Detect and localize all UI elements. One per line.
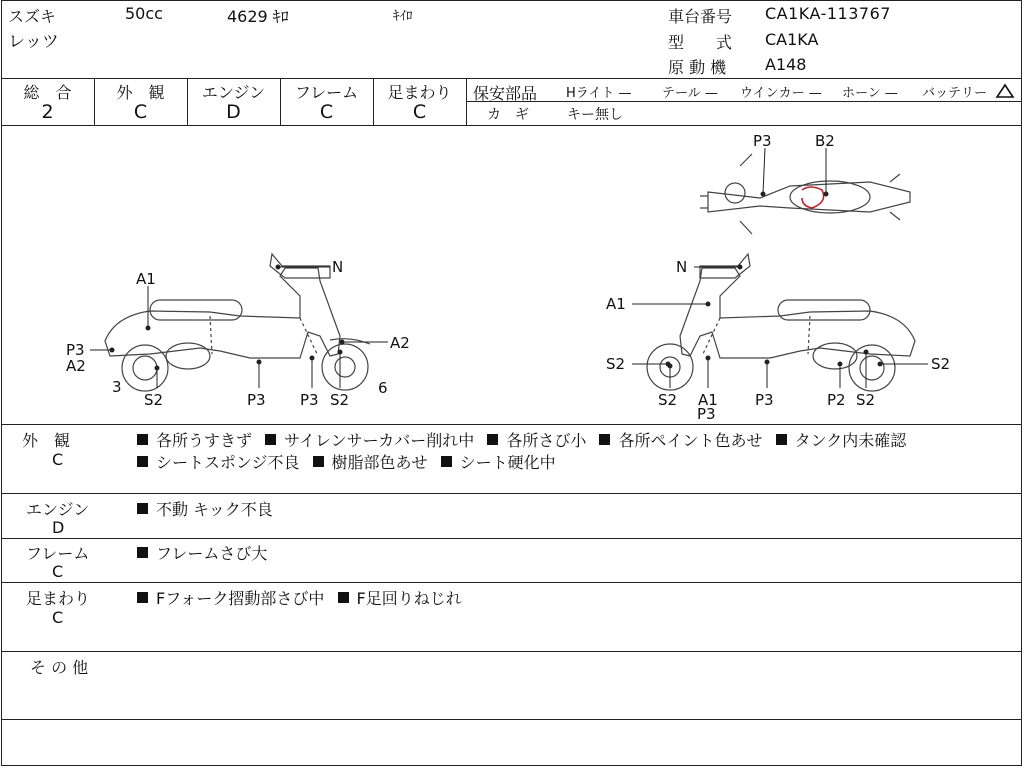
remark: シート硬化中 (459, 453, 556, 472)
label-right-A1: A1 (606, 295, 626, 313)
bullet-square-icon (137, 547, 148, 558)
bullet-square-icon (776, 434, 787, 445)
grade-label-engine: エンジン (201, 83, 266, 102)
label-top-P3: P3 (753, 132, 772, 150)
divider (467, 101, 1022, 102)
triangle-icon (995, 83, 1015, 99)
model-name: レッツ (8, 32, 59, 52)
safety-taillight: テール — (662, 86, 718, 101)
engine-label: 原 動 機 (668, 58, 727, 77)
remark: 不動 キック不良 (156, 500, 273, 519)
engine-value: A148 (765, 55, 807, 74)
remark: 各所ペイント色あせ (618, 431, 763, 450)
type-value: CA1KA (765, 30, 819, 49)
detail-category-frame: フレーム (26, 544, 90, 563)
detail-line-exterior-1 (137, 428, 906, 451)
detail-line-frame (137, 541, 267, 564)
type-label: 型 式 (668, 33, 733, 52)
bullet-square-icon (487, 434, 498, 445)
label-right-P3-bottom: P3 (697, 405, 716, 423)
label-left-N: N (332, 258, 344, 276)
label-right-S2-right: S2 (931, 355, 951, 373)
label-right-P2: P2 (827, 391, 846, 409)
label-top-B2: B2 (815, 132, 835, 150)
label-left-S2-right: S2 (330, 391, 350, 409)
bullet-square-icon (137, 592, 148, 603)
remark: シートスポンジ不良 (156, 453, 300, 472)
label-right-S2-bottom2: S2 (856, 391, 876, 409)
key-value: キー無し (567, 107, 623, 123)
bullet-square-icon (441, 456, 452, 467)
bullet-square-icon (265, 434, 276, 445)
label-right-A1-bottom: A1 (698, 391, 718, 409)
label-right-S2-left: S2 (606, 355, 626, 373)
label-right-N: N (676, 258, 688, 276)
detail-line-suspension (137, 586, 462, 609)
scooter-diagram (0, 126, 1024, 424)
grade-label-frame: フレーム (294, 83, 359, 102)
remark: 各所さび小 (506, 431, 587, 450)
remark: 各所うすきず (156, 431, 253, 450)
frame-no-label: 車台番号 (668, 7, 733, 26)
bullet-square-icon (137, 434, 148, 445)
safety-horn: ホーン — (842, 86, 898, 101)
grade-value-exterior: C (133, 101, 148, 123)
label-left-A2-low: A2 (66, 357, 86, 375)
label-left-P3: P3 (66, 341, 85, 359)
remark: Fフォーク摺動部さび中 (156, 589, 325, 608)
bullet-square-icon (599, 434, 610, 445)
mileage-text: 4629 ｷﾛ (227, 7, 289, 26)
detail-grade-suspension: C (52, 608, 64, 627)
detail-line-exterior-2 (137, 450, 556, 473)
detail-grade-exterior: C (52, 450, 64, 469)
detail-category-other: そ の 他 (30, 658, 89, 677)
label-left-P3-bottom: P3 (247, 391, 266, 409)
divider (1, 719, 1022, 720)
label-right-S2-bottom: S2 (658, 391, 678, 409)
label-left-A1: A1 (136, 270, 156, 288)
divider (1, 582, 1022, 583)
bullet-square-icon (313, 456, 324, 467)
safety-battery: バッテリー (922, 86, 988, 101)
detail-category-engine: エンジン (26, 500, 90, 519)
label-right-P3: P3 (755, 391, 774, 409)
label-left-6: 6 (378, 379, 388, 397)
detail-category-exterior: 外 観 (22, 431, 71, 450)
detail-category-suspension: 足まわり (26, 589, 91, 608)
remark: 樹脂部色あせ (331, 453, 428, 472)
divider (1, 493, 1022, 494)
label-left-3: 3 (112, 378, 122, 396)
bullet-square-icon (137, 456, 148, 467)
label-left-A2: A2 (390, 334, 410, 352)
remark: フレームさび大 (156, 544, 268, 563)
displacement-text: 50cc (125, 4, 163, 23)
bullet-square-icon (137, 503, 148, 514)
divider (466, 78, 467, 125)
label-left-S2: S2 (144, 391, 164, 409)
remark: サイレンサーカバー削れ中 (284, 431, 475, 450)
detail-grade-frame: C (52, 562, 64, 581)
grade-label-suspension: 足まわり (387, 83, 452, 102)
detail-line-engine (137, 497, 273, 520)
grade-label-exterior: 外 観 (116, 83, 165, 102)
maker-text: スズキ (8, 7, 57, 26)
top-view-drawing (700, 154, 910, 234)
safety-title: 保安部品 (473, 84, 538, 103)
grade-label-overall: 総 合 (23, 83, 72, 102)
remark: F足回りねじれ (356, 589, 462, 608)
divider (1, 424, 1022, 425)
remark: タンク内未確認 (794, 431, 907, 450)
safety-headlight: Hライト — (566, 86, 632, 101)
detail-grade-engine: D (52, 518, 65, 537)
bullet-square-icon (338, 592, 349, 603)
divider (1, 78, 1022, 79)
frame-no-value: CA1KA-113767 (765, 4, 891, 23)
safety-winker: ウインカー — (740, 86, 822, 101)
grade-value-frame: C (319, 101, 334, 123)
grade-value-suspension: C (412, 101, 427, 123)
key-label: カ ギ (487, 107, 529, 123)
mileage-unit-text: ｷｲﾛ (393, 9, 413, 24)
grade-value-engine: D (226, 101, 241, 123)
divider (1, 651, 1022, 652)
grade-value-overall: 2 (41, 101, 54, 123)
label-left-P3-bottom2: P3 (300, 391, 319, 409)
divider (1, 538, 1022, 539)
